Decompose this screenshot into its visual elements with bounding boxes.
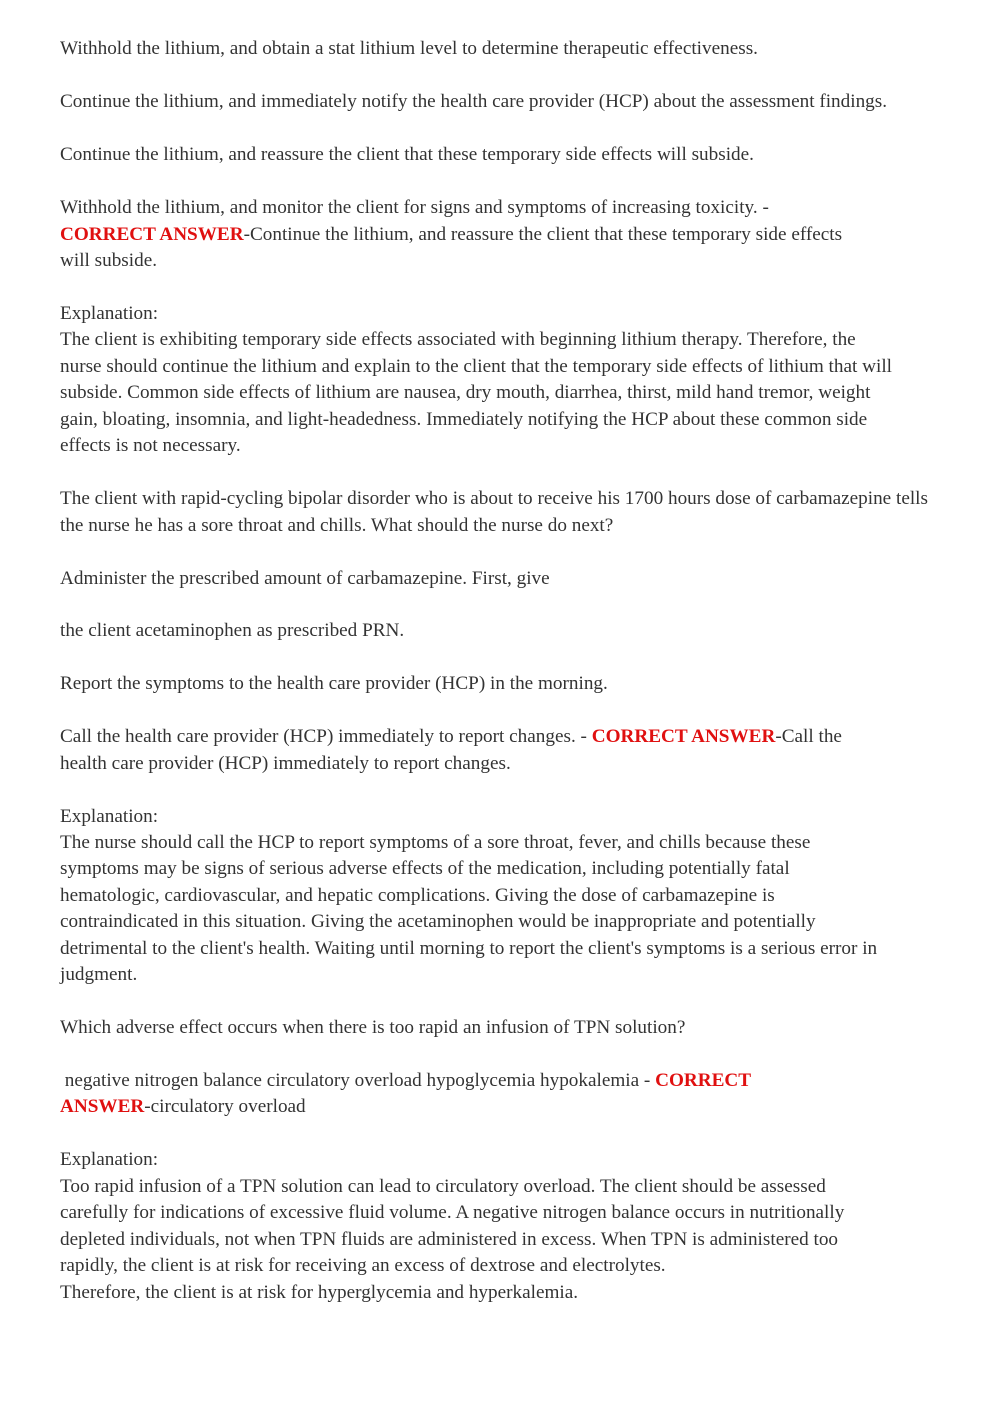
- q2-explanation-line: The nurse should call the HCP to report symptoms of a sore throat, fever, and chills because these: [60, 832, 811, 853]
- q2-explanation-line: hematologic, cardiovascular, and hepatic complications. Giving the dose of carbamazepine is: [60, 885, 775, 906]
- q1-explanation-line: subside. Common side effects of lithium are nausea, dry mouth, diarrhea, thirst, mild hand tremor, weight: [60, 382, 871, 403]
- q1-explanation-line: gain, bloating, insomnia, and light-headedness. Immediately notifying the HCP about these common side: [60, 409, 868, 430]
- q2-explanation-line: judgment.: [60, 964, 138, 985]
- q2-question-line: The client with rapid-cycling bipolar disorder who is about to receive his 1700 hours dose of carbamazepine tells: [60, 488, 928, 509]
- q1-answer-line: [60, 222, 842, 249]
- q1-explanation-line: The client is exhibiting temporary side effects associated with beginning lithium therapy. Therefore, the: [60, 329, 856, 350]
- q2-explanation-line: symptoms may be signs of serious adverse effects of the medication, including potentially fatal: [60, 858, 790, 879]
- q3-answer-text: -circulatory overload: [144, 1096, 306, 1117]
- q2-explanation-label: Explanation:: [60, 806, 159, 827]
- q3-question: Which adverse effect occurs when there is too rapid an infusion of TPN solution?: [60, 1017, 686, 1038]
- q2-answer-continuation: health care provider (HCP) immediately to report changes.: [60, 753, 511, 774]
- correct-answer-label: ANSWER: [60, 1096, 145, 1117]
- correct-answer-label: CORRECT: [655, 1070, 752, 1091]
- q3-explanation-line: depleted individuals, not when TPN fluids are administered in excess. When TPN is administered too: [60, 1229, 839, 1250]
- correct-answer-label: CORRECT ANSWER: [591, 726, 776, 747]
- q1-option-1: Withhold the lithium, and obtain a stat lithium level to determine therapeutic effectiveness.: [60, 38, 758, 59]
- q2-answer-line: [60, 724, 842, 751]
- q1-option-3: Continue the lithium, and reassure the client that these temporary side effects will subside.: [60, 144, 754, 165]
- q3-options-line: [60, 1068, 751, 1095]
- q1-option-4: Withhold the lithium, and monitor the client for signs and symptoms of increasing toxicity. -: [60, 197, 769, 218]
- q2-explanation-line: detrimental to the client's health. Waiting until morning to report the client's symptoms is a serious error in: [60, 938, 878, 959]
- q2-explanation-line: contraindicated in this situation. Giving the acetaminophen would be inappropriate and potentially: [60, 911, 816, 932]
- q1-answer-continuation: will subside.: [60, 250, 158, 271]
- q2-question-line: the nurse he has a sore throat and chills. What should the nurse do next?: [60, 515, 614, 536]
- q1-answer-text: -Continue the lithium, and reassure the client that these temporary side effects: [243, 224, 843, 245]
- q2-option-2: the client acetaminophen as prescribed PRN.: [60, 620, 405, 641]
- correct-answer-label: CORRECT ANSWER: [60, 224, 244, 245]
- q1-explanation-label: Explanation:: [60, 303, 159, 324]
- q2-option-3: Report the symptoms to the health care provider (HCP) in the morning.: [60, 673, 608, 694]
- q3-answer-line: [60, 1094, 306, 1121]
- q2-option-1: Administer the prescribed amount of carbamazepine. First, give: [60, 568, 550, 589]
- q2-answer-text: -Call the: [775, 726, 842, 747]
- q1-explanation-line: effects is not necessary.: [60, 435, 241, 456]
- q1-option-2: Continue the lithium, and immediately notify the health care provider (HCP) about the assessment findings.: [60, 91, 888, 112]
- q1-explanation-line: nurse should continue the lithium and explain to the client that the temporary side effects of lithium that will: [60, 356, 892, 377]
- q3-explanation-line: Therefore, the client is at risk for hyperglycemia and hyperkalemia.: [60, 1282, 579, 1303]
- q3-explanation-line: Too rapid infusion of a TPN solution can lead to circulatory overload. The client should be assessed: [60, 1176, 826, 1197]
- q3-options: negative nitrogen balance circulatory overload hypoglycemia hypokalemia -: [60, 1070, 656, 1091]
- q3-explanation-line: rapidly, the client is at risk for receiving an excess of dextrose and electrolytes.: [60, 1255, 666, 1276]
- q3-explanation-label: Explanation:: [60, 1149, 159, 1170]
- q2-option-4: Call the health care provider (HCP) immediately to report changes. -: [60, 726, 592, 747]
- q3-explanation-line: carefully for indications of excessive fluid volume. A negative nitrogen balance occurs in nutritionally: [60, 1202, 845, 1223]
